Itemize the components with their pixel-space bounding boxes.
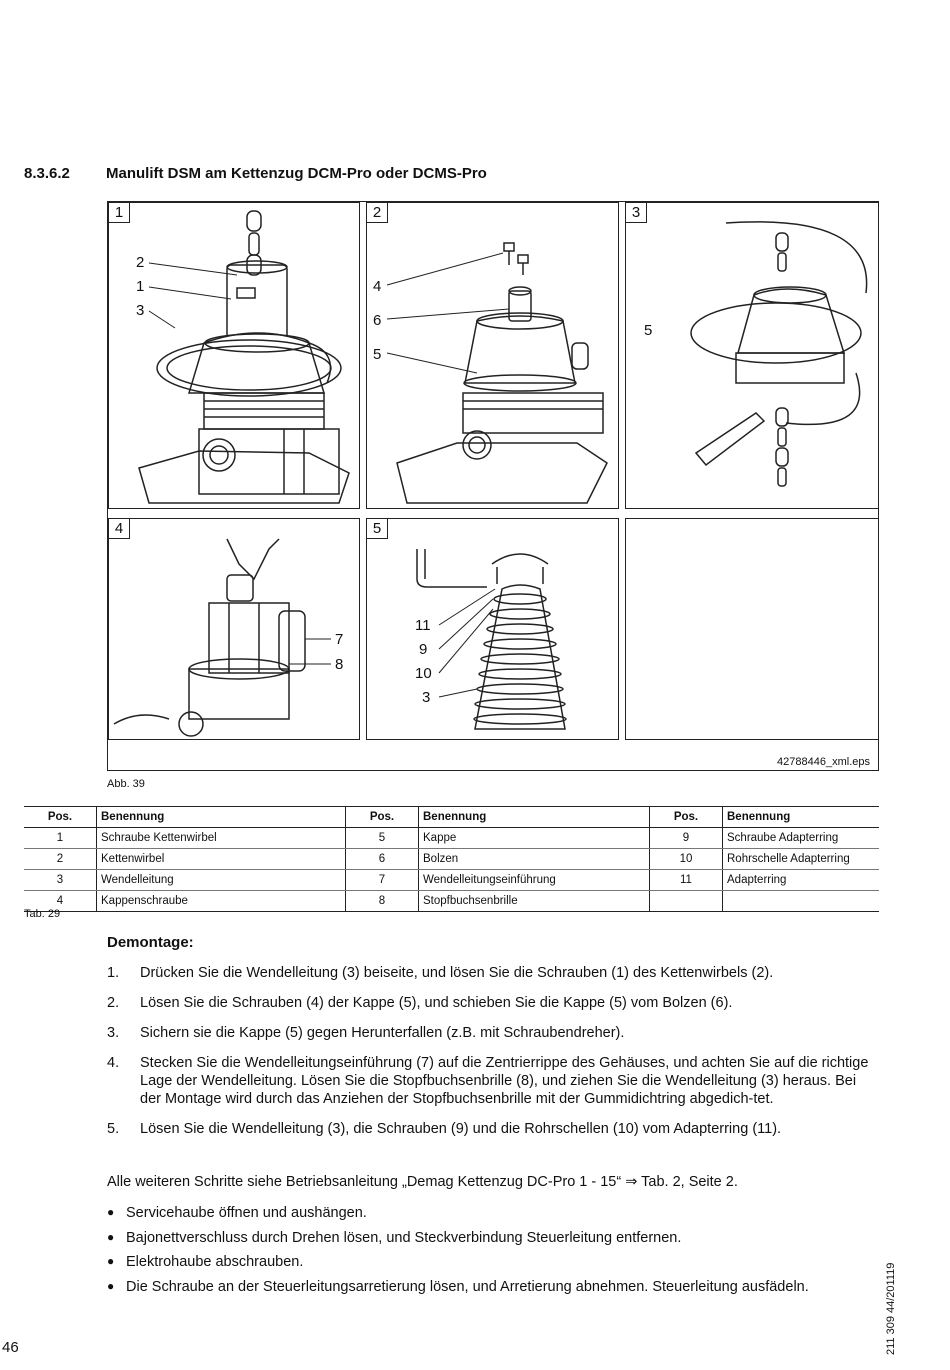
bullet-text: Bajonettverschluss durch Drehen lösen, und Steckverbindung Steuerleitung entfernen.	[126, 1229, 682, 1246]
callout-5: 5	[373, 346, 382, 363]
bullet-list	[107, 1205, 877, 1303]
step-number: 4.	[107, 1055, 120, 1071]
figure-panel-3	[625, 202, 879, 509]
callout-10: 10	[415, 665, 432, 682]
demontage-steps	[107, 964, 877, 1150]
table-cell: Rohrschelle Adapterring	[723, 849, 880, 870]
step-item	[107, 1120, 877, 1138]
table-row	[24, 891, 879, 912]
figure-panel-2	[366, 202, 619, 509]
demontage-heading: Demontage:	[107, 934, 194, 951]
bullet-dot-icon: ●	[107, 1254, 115, 1268]
panel-label: 5	[367, 519, 388, 539]
step-item	[107, 994, 877, 1012]
section-number: 8.3.6.2	[24, 165, 70, 182]
table-cell: 5	[346, 828, 419, 849]
panel-label: 2	[367, 203, 388, 223]
table-cell: 6	[346, 849, 419, 870]
table-cell: Kappenschraube	[97, 891, 346, 912]
table-row	[24, 828, 879, 849]
table-cell	[650, 891, 723, 912]
figure-panel-4	[108, 518, 360, 740]
bullet-item	[107, 1205, 877, 1230]
document-id: 211 309 44/201119	[885, 1262, 897, 1355]
table-cell: Stopfbuchsenbrille	[419, 891, 650, 912]
table-cell: Wendelleitung	[97, 870, 346, 891]
parts-table	[24, 806, 879, 912]
table-cell: 11	[650, 870, 723, 891]
callout-8: 8	[335, 656, 344, 673]
table-row	[24, 849, 879, 870]
section-heading	[24, 165, 487, 182]
figure-panel-5	[366, 518, 619, 740]
table-header: Benennung	[97, 807, 346, 828]
callout-7: 7	[335, 631, 344, 648]
hoist-swivel-illustration	[109, 203, 360, 509]
bullet-dot-icon: ●	[107, 1278, 115, 1293]
bullet-text: Servicehaube öffnen und aushängen.	[126, 1205, 367, 1221]
figure-file-reference: 42788446_xml.eps	[777, 756, 870, 768]
figure-caption: Abb. 39	[107, 778, 145, 790]
page-number: 46	[2, 1339, 19, 1356]
step-text: Drücken Sie die Wendelleitung (3) beiseite, und lösen Sie die Schrauben (1) des Kettenwirbels (2).	[140, 965, 774, 981]
callout-3: 3	[422, 689, 431, 706]
step-number: 3.	[107, 1025, 120, 1041]
table-cell: Adapterring	[723, 870, 880, 891]
table-cell: 10	[650, 849, 723, 870]
figure-panel-1	[108, 202, 360, 509]
figure-panel-empty	[625, 518, 879, 740]
table-header: Benennung	[723, 807, 880, 828]
table-header: Pos.	[346, 807, 419, 828]
step-text: Lösen Sie die Schrauben (4) der Kappe (5), und schieben Sie die Kappe (5) vom Bolzen (6).	[140, 995, 733, 1011]
table-cell	[723, 891, 880, 912]
step-text: Sichern sie die Kappe (5) gegen Herunterfallen (z.B. mit Schraubendreher).	[140, 1025, 625, 1041]
step-number: 1.	[107, 965, 120, 981]
table-caption: Tab. 29	[24, 908, 61, 920]
step-text: Lösen Sie die Wendelleitung (3), die Schrauben (9) und die Rohrschellen (10) vom Adapterring (11).	[140, 1121, 782, 1137]
table-cell: 4	[24, 891, 97, 912]
table-header: Pos.	[650, 807, 723, 828]
bullet-item	[107, 1279, 877, 1304]
figure-frame	[107, 201, 879, 771]
table-cell: Schraube Kettenwirbel	[97, 828, 346, 849]
cap-removal-illustration	[367, 203, 619, 509]
table-cell: Kettenwirbel	[97, 849, 346, 870]
table-header: Pos.	[24, 807, 97, 828]
table-cell: 8	[346, 891, 419, 912]
table-cell: 9	[650, 828, 723, 849]
further-steps-reference: Alle weiteren Schritte siehe Betriebsanleitung „Demag Kettenzug DC-Pro 1 - 15“ ⇒ Tab. 2, Seite 2.	[107, 1174, 738, 1190]
step-item	[107, 1054, 877, 1108]
table-row	[24, 870, 879, 891]
chain-screwdriver-illustration	[626, 203, 879, 509]
bullet-text: Elektrohaube abschrauben.	[126, 1254, 304, 1270]
table-cell: Bolzen	[419, 849, 650, 870]
callout-4: 4	[373, 278, 382, 295]
callout-5: 5	[644, 322, 653, 339]
table-cell: 2	[24, 849, 97, 870]
callout-2: 2	[136, 254, 145, 271]
table-cell: 3	[24, 870, 97, 891]
table-header-row	[24, 807, 879, 828]
panel-label: 1	[109, 203, 130, 223]
table-cell: Schraube Adapterring	[723, 828, 880, 849]
step-number: 5.	[107, 1121, 120, 1137]
callout-3: 3	[136, 302, 145, 319]
coiled-cable-illustration	[367, 519, 619, 740]
panel-label: 4	[109, 519, 130, 539]
step-number: 2.	[107, 995, 120, 1011]
cable-gland-illustration	[109, 519, 360, 740]
callout-1: 1	[136, 278, 145, 295]
table-header: Benennung	[419, 807, 650, 828]
panel-label: 3	[626, 203, 647, 223]
bullet-item	[107, 1230, 877, 1255]
bullet-text: Die Schraube an der Steuerleitungsarretierung lösen, und Arretierung abnehmen. Steuerleitung ausfädeln.	[126, 1278, 809, 1295]
table-cell: 1	[24, 828, 97, 849]
bullet-item	[107, 1254, 877, 1279]
bullet-dot-icon: ●	[107, 1205, 115, 1219]
bullet-dot-icon: ●	[107, 1229, 115, 1244]
step-text: Stecken Sie die Wendelleitungseinführung (7) auf die Zentrierrippe des Gehäuses, und achten Sie auf die richtige Lage der Wendelleitung. Lösen Sie die Stopfbuchsenbrille (8), und ziehen Sie die Wendelleitung (3) heraus. Bei der Montage wird durch das Anziehen der Stopfbuchsenbrille mit der Gummidichtring abgedich-tet.	[140, 1055, 869, 1107]
callout-9: 9	[419, 641, 428, 658]
step-item	[107, 964, 877, 982]
table-cell: Kappe	[419, 828, 650, 849]
table-cell: Wendelleitungseinführung	[419, 870, 650, 891]
section-title: Manulift DSM am Kettenzug DCM-Pro oder DCMS-Pro	[106, 165, 487, 182]
step-item	[107, 1024, 877, 1042]
table-cell: 7	[346, 870, 419, 891]
callout-6: 6	[373, 312, 382, 329]
callout-11: 11	[415, 617, 431, 634]
